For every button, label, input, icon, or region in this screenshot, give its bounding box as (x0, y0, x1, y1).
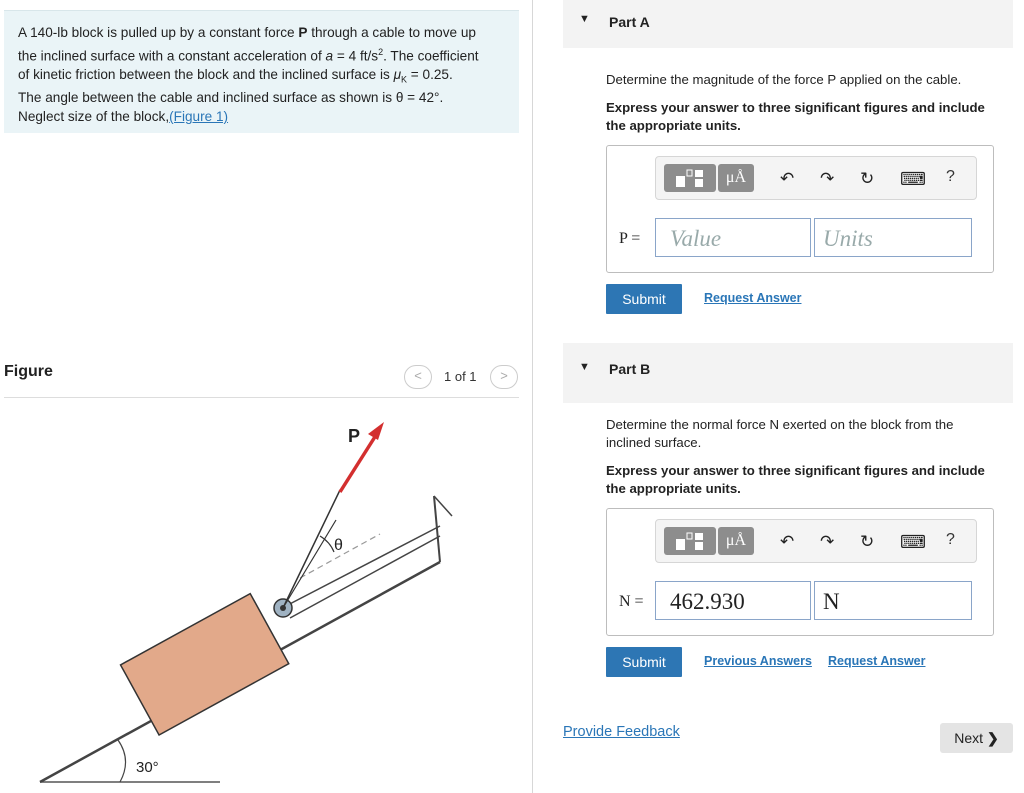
part-b-request-answer-link[interactable]: Request Answer (828, 654, 926, 668)
part-b-value-input[interactable] (655, 581, 811, 620)
column-divider (532, 0, 533, 793)
reset-icon[interactable]: ↻ (860, 169, 875, 188)
part-a-header[interactable] (563, 0, 1013, 48)
templates-button[interactable] (664, 527, 716, 555)
part-a-units-placeholder: Units (823, 226, 873, 251)
help-icon[interactable]: ? (946, 531, 955, 548)
part-a-variable-label: P = (619, 230, 641, 247)
part-a-units-input[interactable] (814, 218, 972, 257)
theta-label: θ (334, 537, 343, 554)
part-b-toolbar (655, 519, 977, 563)
next-button[interactable] (940, 723, 1013, 753)
wall-top (434, 496, 452, 516)
part-a-submit-button[interactable]: Submit (606, 284, 682, 314)
part-b-instruction: Express your answer to three significant figures and include the appropriate units. (606, 463, 985, 496)
force-label: P (348, 426, 361, 446)
next-button-label: Next (954, 730, 984, 746)
figure-heading: Figure (4, 363, 53, 380)
rope-right (283, 520, 336, 608)
part-b-header[interactable] (563, 343, 1013, 403)
figure-divider (4, 397, 519, 398)
help-icon[interactable]: ? (946, 168, 955, 185)
block (121, 594, 289, 735)
problem-statement-text (18, 24, 508, 127)
part-b-submit-button[interactable]: Submit (606, 647, 682, 677)
templates-icon (664, 527, 716, 555)
figure-count: 1 of 1 (444, 369, 477, 384)
problem-line-5: Neglect size of the block, (18, 109, 170, 125)
part-a-question: Determine the magnitude of the force P applied on the cable. (606, 72, 962, 87)
templates-button[interactable] (664, 164, 716, 192)
part-a-request-answer-link[interactable]: Request Answer (704, 291, 802, 305)
part-a-collapse-icon[interactable]: ▼ (579, 13, 590, 25)
units-symbol-button[interactable]: μÅ (718, 164, 754, 192)
part-b-question: Determine the normal force N exerted on the block from the inclined surface. (606, 417, 954, 450)
force-arrow-head (368, 422, 384, 440)
accel-tail: . The coefficient (383, 48, 479, 64)
problem-line-2: the inclined surface with a constant acceleration of (18, 48, 326, 64)
part-a-value-input[interactable] (655, 218, 811, 257)
part-b-units-input[interactable] (814, 581, 972, 620)
undo-icon[interactable]: ↶ (780, 169, 795, 188)
cable-lower (282, 526, 440, 608)
figure-diagram (0, 400, 530, 793)
undo-icon[interactable]: ↶ (780, 532, 795, 551)
problem-line-4: The angle between the cable and inclined surface as shown is θ = 42°. (18, 90, 444, 106)
mu-symbol: μ (393, 66, 402, 82)
part-b-answer-box (606, 508, 994, 636)
angle-label: 30° (136, 759, 159, 776)
figure-next-button[interactable]: > (490, 365, 518, 389)
part-b-units: N (823, 589, 840, 614)
redo-icon[interactable]: ↷ (820, 532, 835, 551)
keyboard-icon[interactable]: ⌨ (900, 532, 926, 552)
part-a-toolbar (655, 156, 977, 200)
mu-subscript: K (401, 74, 408, 85)
part-b-title: Part B (609, 361, 651, 377)
keyboard-icon[interactable]: ⌨ (900, 169, 926, 189)
mu-value: = 0.25. (407, 66, 453, 82)
accel-variable: a (325, 48, 334, 64)
part-b-value: 462.930 (670, 589, 745, 614)
part-a-title: Part A (609, 14, 650, 30)
angle-arc (118, 740, 126, 782)
redo-icon[interactable]: ↷ (820, 169, 835, 188)
block-body (121, 594, 289, 735)
accel-exponent: 2 (378, 46, 384, 57)
provide-feedback-link[interactable]: Provide Feedback (563, 724, 680, 740)
part-b-previous-answers-link[interactable]: Previous Answers (704, 654, 812, 668)
figure-navigation (400, 365, 520, 389)
part-a-instruction: Express your answer to three significant figures and include the appropriate units. (606, 100, 985, 133)
part-a-answer-box (606, 145, 994, 273)
problem-line-3: of kinetic friction between the block and the inclined surface is (18, 66, 394, 82)
rope-left (283, 490, 340, 608)
part-b-variable-label: N = (619, 593, 644, 610)
figure-prev-button[interactable]: < (404, 365, 432, 389)
templates-icon (664, 164, 716, 192)
problem-line-1b: through a cable to move up (307, 25, 476, 40)
problem-line-1a: A 140-lb block is pulled up by a constant force (18, 25, 299, 40)
accel-value: = 4 ft/s (333, 48, 379, 64)
part-a-value-placeholder: Value (670, 226, 722, 251)
force-variable: P (298, 25, 308, 40)
units-symbol-button[interactable]: μÅ (718, 527, 754, 555)
figure-link[interactable]: (Figure 1) (169, 109, 229, 125)
reset-icon[interactable]: ↻ (860, 532, 875, 551)
part-b-collapse-icon[interactable]: ▼ (579, 361, 590, 373)
chevron-right-icon: ❯ (986, 730, 999, 746)
